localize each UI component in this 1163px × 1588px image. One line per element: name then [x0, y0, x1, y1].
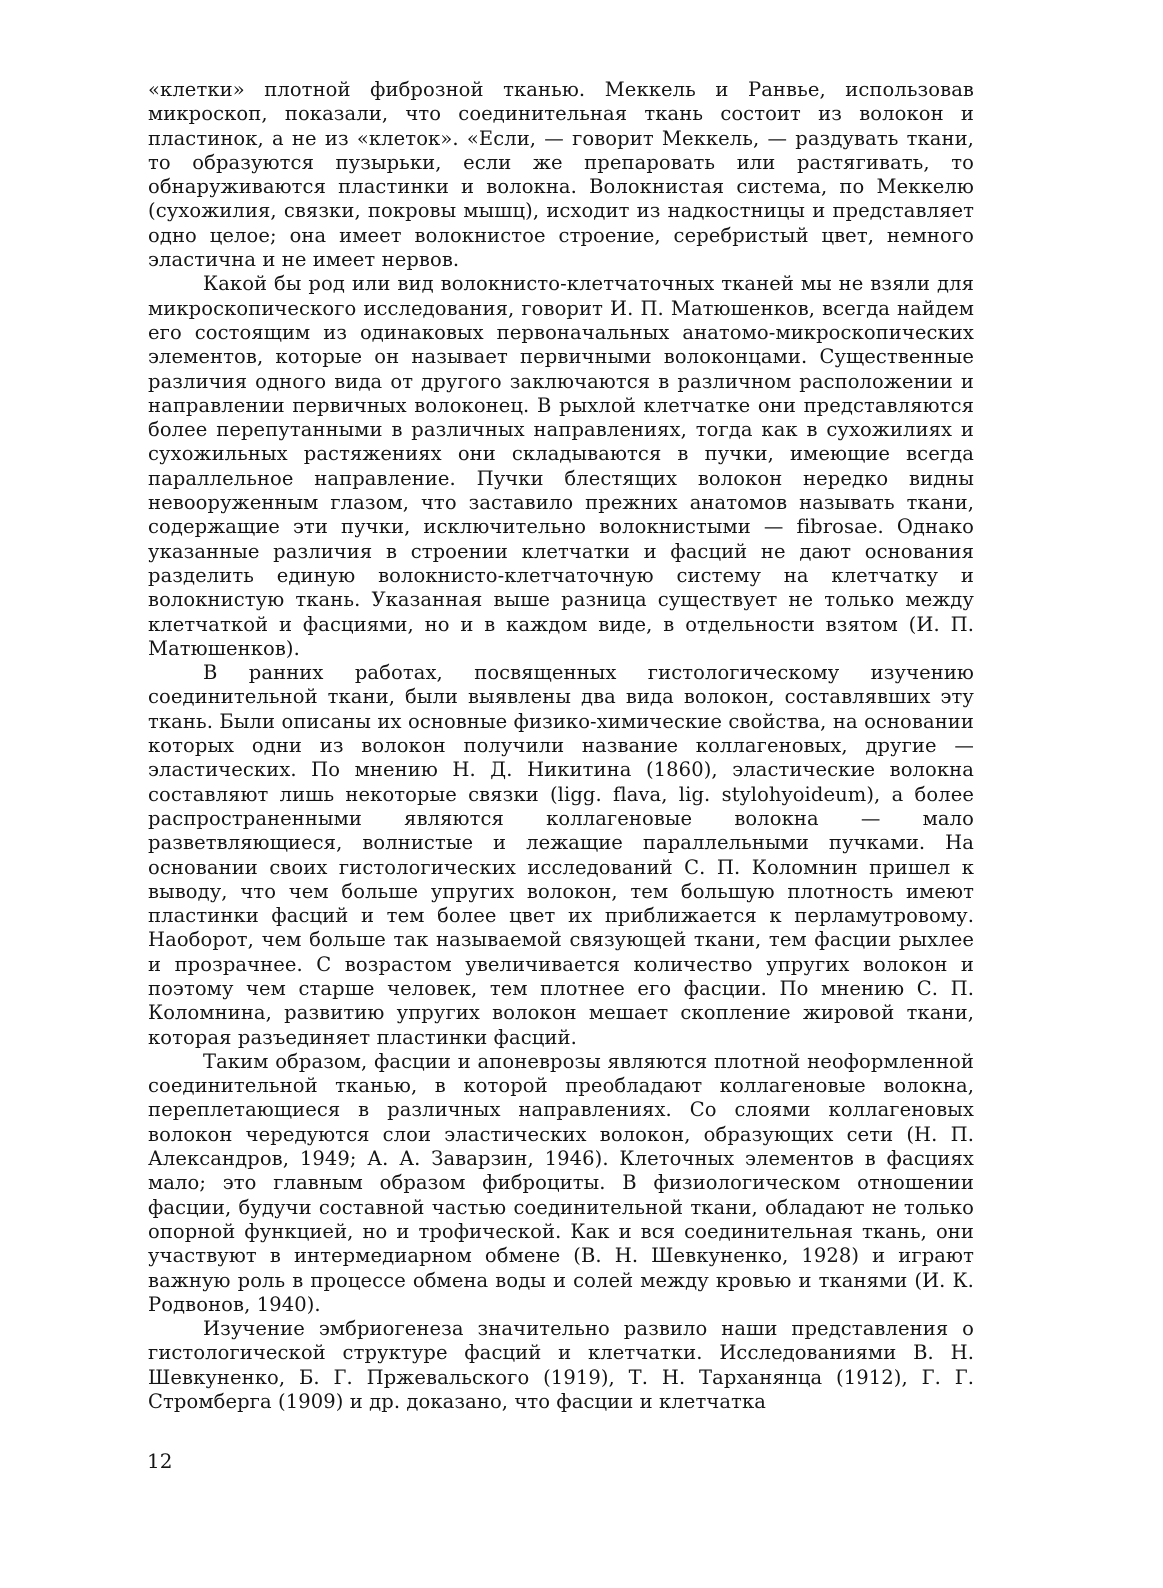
paragraph-2: Какой бы род или вид волокнисто-клетчаточных тканей мы не взяли для микроскопического исследования, говорит И. П. Матюшенков, всегда найдем его состоящим из одинаковых первоначальных анатомо-микроскопических элементов, которые он называет первичными волоконцами. Существенные различия одного вида от другого заключаются в различном расположении и направлении первичных волоконец. В рыхлой клетчатке они представляются более перепутанными в различных направлениях, тогда как в сухожилиях и сухожильных растяжениях они складываются в пучки, имеющие всегда параллельное направление. Пучки блестящих волокон нередко видны невооруженным глазом, что заставило прежних анатомов называть ткани, содержащие эти пучки, исключительно волокнистыми — fibrosae. Однако указанные различия в строении клетчатки и фасций не дают основания разделить единую волокнисто-клетчаточную систему на клетчатку и волокнистую ткань. Указанная выше разница существует не только между клетчаткой и фасциями, но и в каждом виде, в отдельности взятом (И. П. Матюшенков). — [148, 272, 974, 660]
page-number: 12 — [147, 1449, 173, 1473]
paragraph-4: Таким образом, фасции и апоневрозы являются плотной неоформленной соединительной тканью, в которой преобладают коллагеновые волокна, переплетающиеся в различных направлениях. Со слоями коллагеновых волокон чередуются слои эластических волокон, образующих сети (Н. П. Александров, 1949; А. А. Заварзин, 1946). Клеточных элементов в фасциях мало; это главным образом фиброциты. В физиологическом отношении фасции, будучи составной частью соединительной ткани, обладают не только опорной функцией, но и трофической. Как и вся соединительная ткань, они участвуют в интермедиарном обмене (В. Н. Шевкуненко, 1928) и играют важную роль в процессе обмена воды и солей между кровью и тканями (И. К. Родвонов, 1940). — [148, 1049, 974, 1316]
paragraph-5: Изучение эмбриогенеза значительно развило наши представления о гистологической структуре фасций и клетчатки. Исследованиями В. Н. Шевкуненко, Б. Г. Пржевальского (1919), Т. Н. Тарханянца (1912), Г. Г. Стромберга (1909) и др. доказано, что фасции и клетчатка — [148, 1317, 974, 1414]
paragraph-3: В ранних работах, посвященных гистологическому изучению соединительной ткани, были выявлены два вида волокон, составлявших эту ткань. Были описаны их основные физико-химические свойства, на основании которых одни из волокон получили название коллагеновых, другие — эластических. По мнению Н. Д. Никитина (1860), эластические волокна составляют лишь некоторые связки (ligg. flava, lig. stylohyoideum), а более распространенными являются коллагеновые волокна — мало разветвляющиеся, волнистые и лежащие параллельными пучками. На основании своих гистологических исследований С. П. Коломнин пришел к выводу, что чем больше упругих волокон, тем большую плотность имеют пластинки фасций и тем более цвет их приближается к перламутровому. Наоборот, чем больше так называемой связующей ткани, тем фасции рыхлее и прозрачнее. С возрастом увеличивается количество упругих волокон и поэтому чем старше человек, тем плотнее его фасции. По мнению С. П. Коломнина, развитию упругих волокон мешает скопление жировой ткани, которая разъединяет пластинки фасций. — [148, 661, 974, 1049]
paragraph-1: «клетки» плотной фиброзной тканью. Меккель и Ранвье, использовав микроскоп, показали, что соединительная ткань состоит из волокон и пластинок, а не из «клеток». «Если, — говорит Меккель, — раздувать ткани, то образуются пузырьки, если же препаровать или растягивать, то обнаруживаются пластинки и волокна. Волокнистая система, по Меккелю (сухожилия, связки, покровы мышц), исходит из надкостницы и представляет одно целое; она имеет волокнистое строение, серебристый цвет, немного эластична и не имеет нервов. — [148, 78, 974, 272]
body-text — [148, 78, 974, 1414]
